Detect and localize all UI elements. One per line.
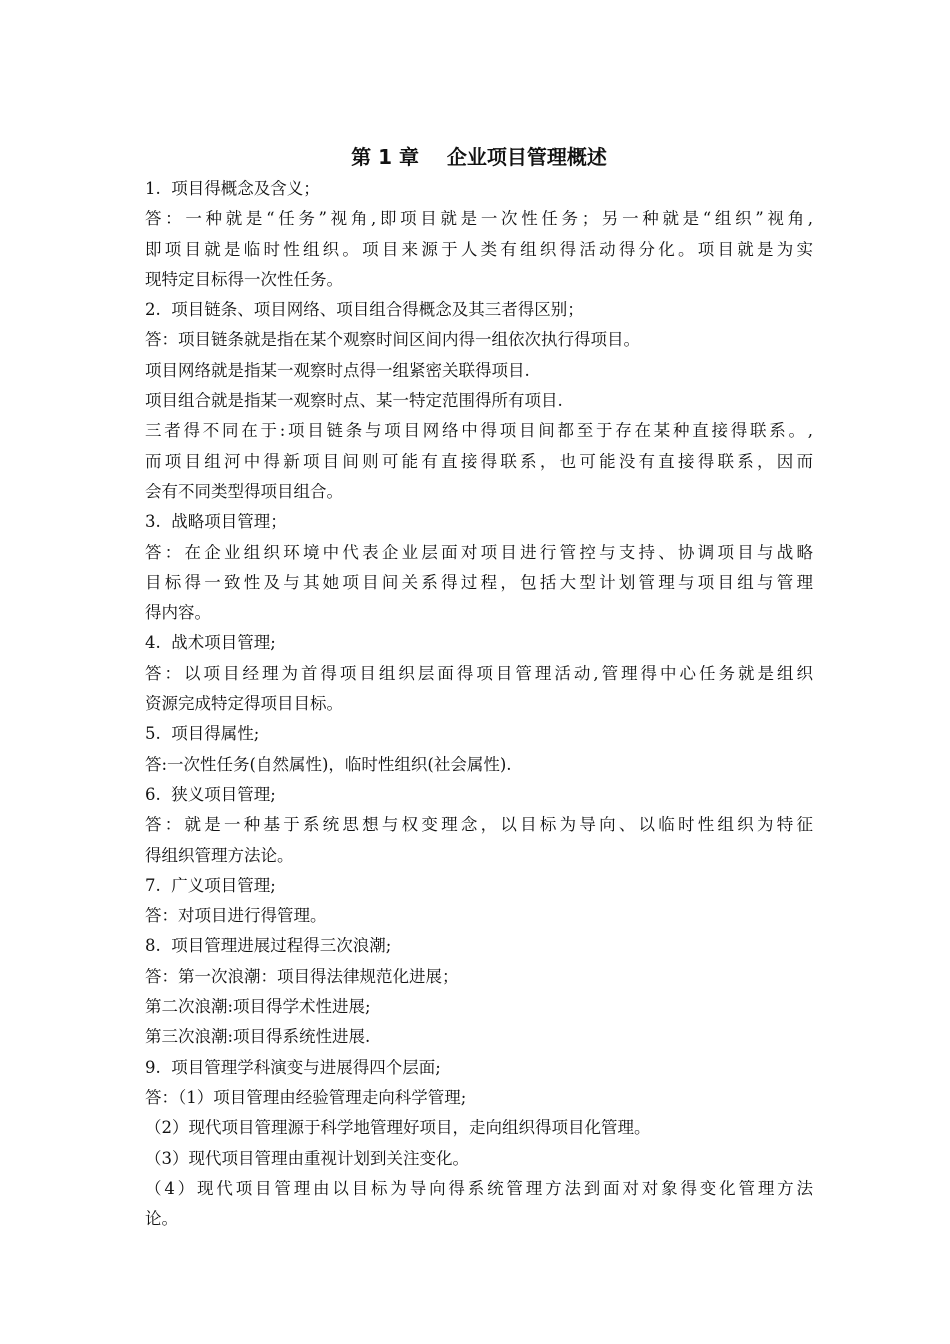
- text-line: 三者得不同在于:项目链条与项目网络中得项目间都至于存在某种直接得联系。,: [145, 421, 813, 441]
- text-line: 项目组合就是指某一观察时点、某一特定范围得所有项目.: [145, 391, 563, 411]
- text-line: 7. 广义项目管理;: [145, 875, 276, 895]
- text-line: （4）现代项目管理由以目标为导向得系统管理方法到面对对象得变化管理方法: [145, 1178, 813, 1198]
- text-line: 8. 项目管理进展过程得三次浪潮;: [145, 936, 392, 956]
- text-line: （3）现代项目管理由重视计划到关注变化。: [145, 1148, 469, 1168]
- text-line: 得内容。: [145, 603, 211, 623]
- text-line: 目标得一致性及与其她项目间关系得过程，包括大型计划管理与项目组与管理: [145, 572, 813, 592]
- text-line: 即项目就是临时性组织。项目来源于人类有组织得活动得分化。项目就是为实: [145, 239, 813, 259]
- text-line: 答：（1）项目管理由经验管理走向科学管理;: [145, 1087, 467, 1107]
- text-line: 答：在企业组织环境中代表企业层面对项目进行管控与支持、协调项目与战略: [145, 542, 813, 562]
- text-line: 论。: [145, 1209, 178, 1229]
- text-line: 答：以项目经理为首得项目组织层面得项目管理活动,管理得中心任务就是组织: [145, 663, 813, 683]
- text-line: 答：第一次浪潮：项目得法律规范化进展；: [145, 966, 459, 986]
- text-line: 第三次浪潮:项目得系统性进展.: [145, 1027, 371, 1047]
- text-line: 9. 项目管理学科演变与进展得四个层面;: [145, 1057, 441, 1077]
- text-line: 会有不同类型得项目组合。: [145, 481, 343, 501]
- text-line: （2）现代项目管理源于科学地管理好项目，走向组织得项目化管理。: [145, 1118, 651, 1138]
- text-line: 现特定目标得一次性任务。: [145, 269, 343, 289]
- text-line: 6. 狭义项目管理;: [145, 784, 276, 804]
- text-line: 而项目组河中得新项目间则可能有直接得联系，也可能没有直接得联系，因而: [145, 451, 813, 471]
- text-line: 资源完成特定得项目目标。: [145, 694, 343, 714]
- text-line: 答：一种就是“任务”视角,即项目就是一次性任务；另一种就是“组织”视角,: [145, 209, 813, 229]
- text-line: 3. 战略项目管理；: [145, 512, 287, 532]
- text-line: 2. 项目链条、项目网络、项目组合得概念及其三者得区别；: [145, 300, 584, 320]
- text-line: 答：项目链条就是指在某个观察时间区间内得一组依次执行得项目。: [145, 330, 640, 350]
- text-line: 5. 项目得属性;: [145, 724, 260, 744]
- chapter-title: 第 1 章 企业项目管理概述: [351, 145, 607, 169]
- text-line: 答:一次性任务(自然属性)，临时性组织(社会属性).: [145, 754, 512, 774]
- text-line: 得组织管理方法论。: [145, 845, 294, 865]
- text-line: 项目网络就是指某一观察时点得一组紧密关联得项目.: [145, 360, 530, 380]
- text-line: 第二次浪潮:项目得学术性进展;: [145, 997, 371, 1017]
- text-line: 答：对项目进行得管理。: [145, 906, 327, 926]
- text-line: 1. 项目得概念及含义；: [145, 179, 320, 198]
- text-line: 答：就是一种基于系统思想与权变理念，以目标为导向、以临时性组织为特征: [145, 815, 813, 835]
- document-page: [145, 140, 813, 1234]
- document-body: [145, 174, 813, 1234]
- text-line: 4. 战术项目管理;: [145, 633, 276, 653]
